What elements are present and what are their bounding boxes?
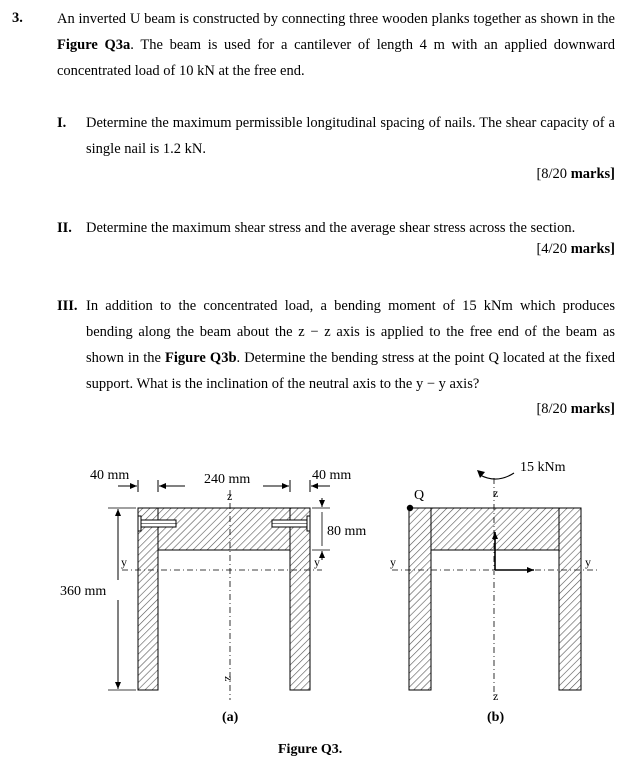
dim-flange-left: 40 mm — [90, 468, 130, 483]
point-q-label: Q — [414, 488, 425, 503]
moment-arc — [480, 473, 514, 479]
left-web — [138, 508, 158, 690]
marks-part-i: [8/20 marks] — [536, 166, 615, 182]
axis-label-z-top: z — [493, 486, 499, 500]
dim-web-width: 240 mm — [204, 472, 251, 487]
point-q-marker — [407, 505, 413, 511]
marks-part-iii: [8/20 marks] — [536, 401, 615, 417]
axis-label-y-left: y — [390, 555, 396, 569]
axis-label-z-bottom: z — [493, 689, 499, 703]
axis-label-z-bottom: z — [222, 676, 236, 682]
axis-label-y-right: y — [585, 555, 591, 569]
dim-height: 360 mm — [60, 584, 107, 599]
dim-top-thickness: 80 mm — [327, 524, 367, 539]
axis-label-z-top: z — [227, 489, 233, 503]
part-label: III. — [57, 298, 78, 314]
part-text: Determine the maximum permissible longitudinal spacing of nails. The shear capacity of a single nail is 1.2 kN. — [86, 115, 615, 157]
question-number: 3. — [12, 10, 23, 26]
question-intro: An inverted U beam is constructed by connecting three wooden planks together as shown in the Figure Q3a. The beam is used for a cantilever of length 4 m with an applied downward concentrated load of 10 kN at the free end. — [57, 11, 615, 79]
right-web — [559, 508, 581, 690]
figure-a — [60, 468, 366, 725]
figure-caption: Figure Q3. — [278, 742, 343, 757]
dim-flange-right: 40 mm — [312, 468, 352, 483]
moment-value: 15 kNm — [520, 460, 566, 475]
axis-label-y-right: y — [314, 555, 320, 569]
marks-part-ii: [4/20 marks] — [536, 241, 615, 257]
figure-reference: Figure Q3b — [165, 350, 237, 366]
figure-reference: Figure Q3a — [57, 37, 131, 53]
axis-label-y-left: y — [121, 555, 127, 569]
figure-b-label: (b) — [487, 710, 505, 725]
part-label: I. — [57, 115, 67, 131]
part-text: In addition to the concentrated load, a bending moment of 15 kNm which produces bending along the beam about the z − z axis is applied to the free end of the beam as shown in the Figure Q3b. Determine the bending stress at the point Q located at the fixed support. What is the inclination of the neutral axis to the y − y axis? — [86, 298, 616, 392]
figure-b — [390, 460, 598, 725]
left-web — [409, 508, 431, 690]
part-label: II. — [57, 220, 72, 236]
right-web — [290, 508, 310, 690]
part-text: Determine the maximum shear stress and the average shear stress across the section. — [86, 220, 576, 236]
figure-a-label: (a) — [222, 710, 239, 725]
top-flange — [158, 508, 290, 550]
